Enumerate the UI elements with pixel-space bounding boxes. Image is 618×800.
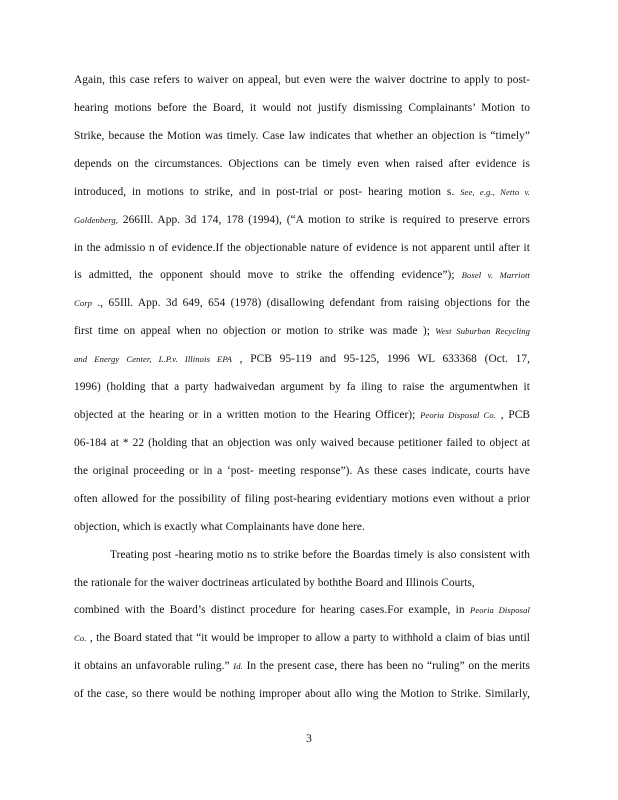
text-run: ., 65Ill. App. 3d 649, 654 (1978) (disallowing defendant from raising objections for the (92, 297, 530, 310)
text-line (74, 687, 530, 701)
text-line (74, 436, 530, 450)
text-run: Strike, because the Motion was timely. Case law indicates that whether an objection is “timely” (74, 129, 530, 142)
text-run: introduced, in motions to strike, and in post-trial or post- hearing motion s. (74, 185, 461, 198)
text-line (74, 324, 530, 338)
text-run: , PCB (496, 409, 531, 422)
text-line (74, 520, 530, 534)
text-run: often allowed for the possibility of filing post-hearing evidentiary motions even without a prior (74, 492, 530, 505)
text-run: of the case, so there would be nothing improper about allo wing the Motion to Strike. Similarly, (74, 688, 530, 701)
text-run: objected at the hearing or in a written motion to the Hearing Officer); (74, 409, 421, 422)
text-run: 1996) (holding that a party hadwaivedan argument by fa iling to raise the argumentwhen it (74, 381, 530, 394)
text-line (74, 576, 530, 590)
text-run: first time on appeal when no objection or motion to strike was made ); (74, 325, 436, 338)
citation-text: Peoria Disposal Co. (420, 410, 497, 421)
text-line (74, 296, 530, 310)
text-run: combined with the Board’s distinct procedure for hearing cases.For example, in (74, 604, 470, 617)
text-line (74, 73, 530, 87)
text-line (74, 380, 530, 394)
text-line (74, 464, 530, 478)
text-run: the rationale for the waiver doctrineas articulated by boththe Board and Illinois Courts, (74, 576, 475, 589)
text-run: Again, this case refers to waiver on appeal, but even were the waiver doctrine to apply to post- (74, 74, 530, 86)
text-line (74, 241, 530, 255)
text-run: objection, which is exactly what Complainants have done here. (74, 520, 365, 533)
page-number: 3 (306, 733, 312, 745)
citation-text: Bosel v. Marriott (461, 270, 530, 281)
text-run: In the present case, there has been no “ruling” on the merits (242, 660, 530, 673)
text-run: 06-184 at * 22 (holding that an objection was only waived because petitioner failed to object at (74, 436, 530, 449)
text-run: , PCB 95-119 and 95-125, 1996 WL 633368 (Oct. 17, (232, 353, 531, 366)
citation-text: West Suburban Recycling (435, 326, 531, 337)
text-line (74, 157, 530, 171)
citation-text: Corp (74, 298, 93, 309)
text-line (74, 101, 530, 115)
text-line (74, 631, 530, 645)
text-run: depends on the circumstances. Objections can be timely even when raised after evidence is (74, 157, 530, 170)
text-run: Treating post -hearing motio ns to strike before the Boardas timely is also consistent with (110, 548, 530, 561)
text-run: in the admissio n of evidence.If the objectionable nature of evidence is not apparent until after it (74, 241, 530, 254)
citation-text: Id. (233, 661, 243, 672)
citation-text: Goldenberg, (74, 214, 118, 225)
citation-text: Peoria Disposal (469, 605, 530, 616)
citation-text: See, e.g., Netto v. (460, 186, 530, 197)
text-run: 266Ill. App. 3d 174, 178 (1994), (“A motion to strike is required to preserve errors (117, 213, 530, 226)
citation-text: and Energy Center, L.P.v. Illinois EPA (74, 354, 232, 365)
text-run: the original proceeding or in a ‘post- meeting response”). As these cases indicate, courts have (74, 464, 530, 477)
text-line (74, 129, 530, 143)
text-run: hearing motions before the Board, it would not justify dismissing Complainants’ Motion to (74, 101, 530, 114)
text-line (110, 548, 530, 562)
text-run: , the Board stated that “it would be improper to allow a party to withhold a claim of bias until (86, 632, 530, 645)
text-line (74, 659, 530, 673)
text-line (74, 492, 530, 506)
text-run: it obtains an unfavorable ruling.” (74, 660, 234, 673)
text-line (74, 213, 530, 227)
text-run: is admitted, the opponent should move to strike the offending evidence”); (74, 269, 462, 282)
text-line (74, 408, 530, 422)
citation-text: Co. (74, 633, 87, 644)
text-line (74, 268, 530, 282)
text-line (74, 603, 530, 617)
text-line (74, 185, 530, 199)
text-line (74, 352, 530, 366)
